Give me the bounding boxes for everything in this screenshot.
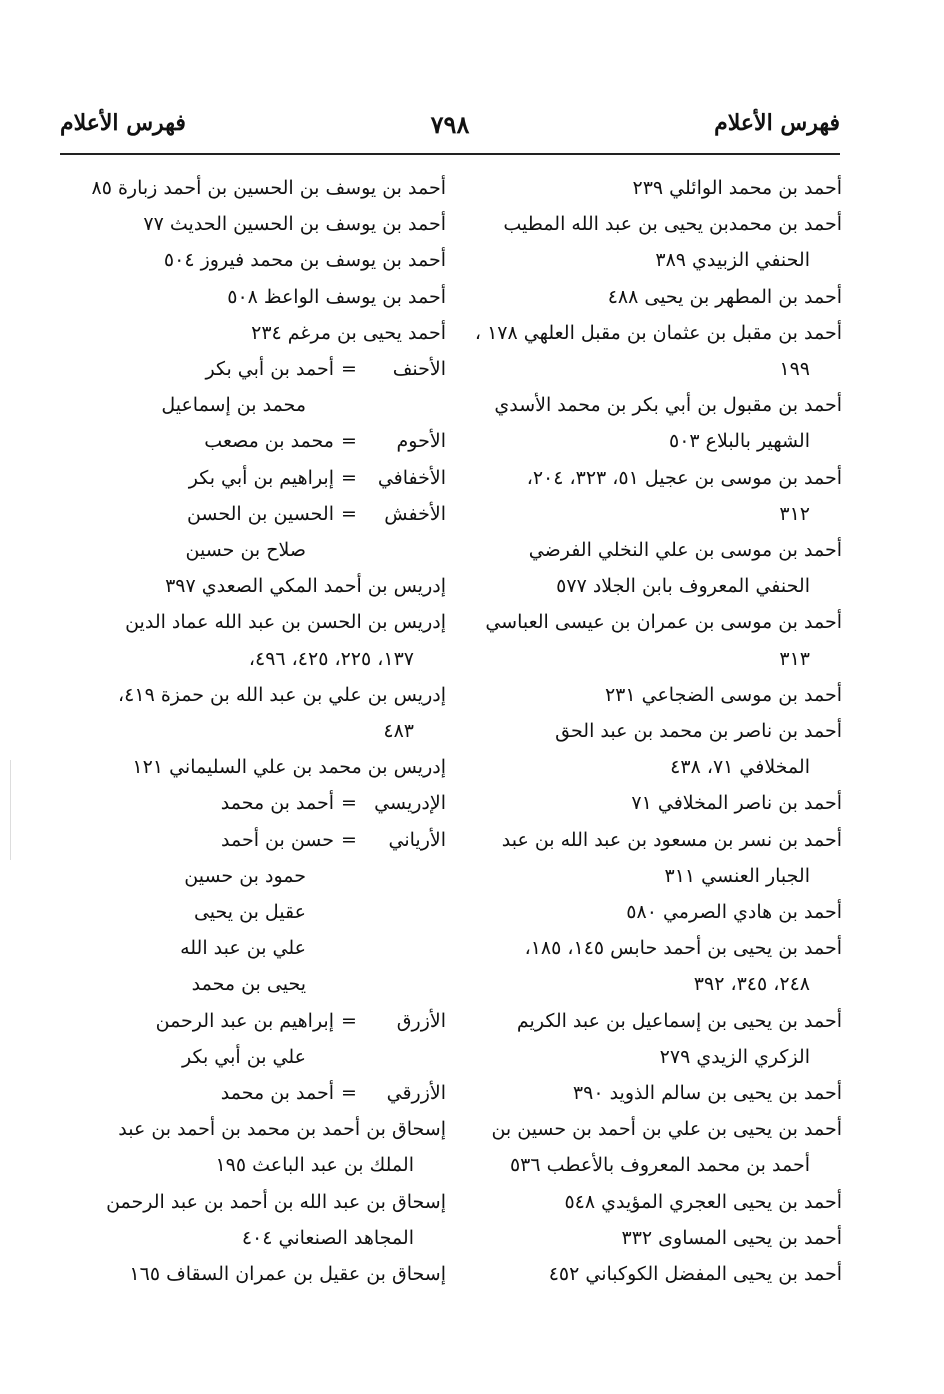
entry-text: أحمد بن يحيى بن إسماعيل بن عبد الكريم bbox=[516, 1009, 842, 1032]
alias-target: إبراهيم بن عبد الرحمن bbox=[155, 1009, 334, 1032]
equals-sign: = bbox=[341, 466, 357, 489]
entry-text: أحمد بن نسر بن مسعود بن عبد الله بن عبد bbox=[501, 828, 842, 851]
entry-text: أحمد بن مقبل بن عثمان بن مقبل العلهي ١٧٨ ، bbox=[474, 321, 842, 344]
alias-target: عقيل بن يحيى bbox=[193, 901, 306, 924]
index-entry bbox=[472, 206, 842, 278]
entry-text: أحمد بن المطهر بن يحيى ٤٨٨ bbox=[607, 285, 842, 308]
entry-continuation: ١٣٧، ٢٢٥، ٤٢٥، ٤٩٦، bbox=[248, 647, 414, 670]
index-entry bbox=[472, 170, 842, 206]
left-column bbox=[74, 170, 446, 1292]
alias-name: الأخفش bbox=[384, 502, 446, 525]
entry-text: أحمد بن يحيى المفضل الكوكباني ٤٥٢ bbox=[548, 1263, 842, 1286]
equals-sign: = bbox=[341, 502, 357, 525]
alias-name: الإدريسي bbox=[374, 792, 446, 815]
alias-target-line bbox=[74, 387, 446, 423]
entry-text: أحمد بن يحيى العجري المؤيدي ٥٤٨ bbox=[564, 1190, 842, 1213]
index-entry bbox=[74, 242, 446, 278]
index-entry bbox=[472, 532, 842, 604]
index-entry bbox=[472, 785, 842, 821]
equals-sign: = bbox=[341, 1082, 357, 1105]
index-entry bbox=[472, 713, 842, 785]
alias-target: محمد بن مصعب bbox=[204, 430, 334, 453]
alias-name: الأزرقي bbox=[386, 1082, 446, 1105]
alias-target-line bbox=[74, 858, 446, 894]
alias-target: علي بن أبي بكر bbox=[181, 1045, 306, 1068]
alias-target: الحسين بن الحسن bbox=[186, 502, 334, 525]
index-entry bbox=[472, 894, 842, 930]
index-entry bbox=[74, 315, 446, 351]
page-number: ٧٩٨ bbox=[430, 110, 470, 139]
index-entry bbox=[74, 568, 446, 604]
index-entry bbox=[472, 315, 842, 387]
entry-continuation: الشهير بالبلاع ٥٠٣ bbox=[669, 430, 810, 453]
alias-entry bbox=[74, 351, 446, 387]
entry-continuation: ٣١٣ bbox=[779, 647, 810, 670]
index-entry bbox=[74, 1256, 446, 1292]
entry-continuation: ٤٨٣ bbox=[383, 720, 414, 743]
entry-continuation: المجاهد الصنعاني ٤٠٤ bbox=[241, 1226, 414, 1249]
alias-target: حمود بن حسين bbox=[184, 864, 306, 887]
entry-continuation: أحمد بن محمد المعروف بالأعطب ٥٣٦ bbox=[509, 1154, 810, 1177]
header-rule bbox=[60, 153, 840, 155]
entry-text: أحمد بن يحيى بن سالم الذويد ٣٩٠ bbox=[572, 1082, 842, 1105]
entry-continuation: الحنفي المعروف بابن الجلاد ٥٧٧ bbox=[556, 575, 810, 598]
index-entry bbox=[74, 1111, 446, 1183]
alias-target: يحيى بن محمد bbox=[191, 973, 306, 996]
alias-target-line bbox=[74, 966, 446, 1002]
scan-edge-mark bbox=[10, 760, 11, 860]
index-entry bbox=[472, 822, 842, 894]
alias-name: الأزرق bbox=[396, 1009, 446, 1032]
alias-name: الأرياني bbox=[388, 828, 446, 851]
index-entry bbox=[472, 1220, 842, 1256]
entry-text: إدريس بن علي بن عبد الله بن حمزة ٤١٩، bbox=[118, 683, 446, 706]
index-entry bbox=[472, 1111, 842, 1183]
alias-entry bbox=[74, 1075, 446, 1111]
entry-text: أحمد بن ناصر المخلافي ٧١ bbox=[631, 792, 842, 815]
alias-target: أحمد بن محمد bbox=[220, 1082, 334, 1105]
entry-text: أحمد بن موسى الضجاعي ٢٣١ bbox=[604, 683, 842, 706]
entry-text: إدريس بن الحسن بن عبد الله عماد الدين bbox=[125, 611, 446, 634]
index-entry bbox=[74, 749, 446, 785]
alias-name: الأحوم bbox=[396, 430, 446, 453]
index-entry bbox=[74, 206, 446, 242]
entry-text: أحمد بن يوسف بن الحسين بن أحمد زبارة ٨٥ bbox=[91, 177, 446, 199]
alias-name: الأخفافي bbox=[377, 466, 446, 489]
alias-entry bbox=[74, 785, 446, 821]
equals-sign: = bbox=[341, 1009, 357, 1032]
entry-text: أحمد يحيى بن مرغم ٢٣٤ bbox=[251, 321, 446, 344]
page-header bbox=[60, 110, 840, 150]
entry-text: أحمد بن موسى بن علي النخلي الفرضي bbox=[528, 539, 842, 562]
entry-text: إسحاق بن عقيل بن عمران السقاف ١٦٥ bbox=[129, 1263, 446, 1286]
index-entry bbox=[74, 1184, 446, 1256]
index-entry bbox=[472, 1184, 842, 1220]
index-entry bbox=[472, 1003, 842, 1075]
alias-target-line bbox=[74, 894, 446, 930]
entry-text: أحمد بن محمد الوائلي ٢٣٩ bbox=[632, 177, 842, 199]
entry-continuation: ٣١٢ bbox=[779, 502, 810, 525]
entry-text: أحمد بن موسى بن عمران بن عيسى العباسي bbox=[485, 611, 842, 634]
entry-text: أحمد بن ناصر بن محمد بن عبد الحق bbox=[555, 720, 842, 743]
alias-entry bbox=[74, 423, 446, 459]
equals-sign: = bbox=[341, 358, 357, 381]
alias-entry bbox=[74, 460, 446, 496]
entry-text: أحمد بن يحيى المساوى ٣٣٢ bbox=[621, 1226, 842, 1249]
alias-target-line bbox=[74, 1039, 446, 1075]
entry-text: أحمد بن هادي الصرمي ٥٨٠ bbox=[626, 901, 842, 924]
alias-target: صلاح بن حسين bbox=[185, 539, 306, 562]
entry-text: أحمد بن يوسف الواعظ ٥٠٨ bbox=[227, 285, 446, 308]
running-title-left: فهرس الأعلام bbox=[60, 110, 186, 136]
entry-continuation: الحنفي الزبيدي ٣٨٩ bbox=[655, 249, 810, 272]
alias-target: إبراهيم بن أبي بكر bbox=[188, 466, 334, 489]
entry-text: أحمد بن موسى بن عجيل ٥١، ٣٢٣، ٢٠٤، bbox=[526, 466, 842, 489]
index-entry bbox=[472, 930, 842, 1002]
index-entry bbox=[472, 387, 842, 459]
index-entry bbox=[472, 460, 842, 532]
index-entry bbox=[74, 279, 446, 315]
equals-sign: = bbox=[341, 828, 357, 851]
equals-sign: = bbox=[341, 792, 357, 815]
entry-text: إدريس بن أحمد المكي الصعدي ٣٩٧ bbox=[165, 575, 446, 598]
entry-continuation: الزكري الزيدي ٢٧٩ bbox=[659, 1045, 810, 1068]
entry-continuation: ٢٤٨، ٣٤٥، ٣٩٢ bbox=[693, 973, 810, 996]
index-entry bbox=[472, 279, 842, 315]
entry-text: إسحاق بن أحمد بن محمد بن أحمد بن عبد bbox=[118, 1118, 446, 1141]
index-entry bbox=[472, 1256, 842, 1292]
entry-continuation: الملك بن عبد الباعث ١٩٥ bbox=[215, 1154, 414, 1177]
alias-entry bbox=[74, 822, 446, 858]
index-entry bbox=[74, 677, 446, 749]
entry-continuation: ١٩٩ bbox=[779, 358, 810, 381]
equals-sign: = bbox=[341, 430, 357, 453]
index-entry bbox=[472, 604, 842, 676]
index-entry bbox=[74, 604, 446, 676]
alias-entry bbox=[74, 496, 446, 532]
alias-target: أحمد بن محمد bbox=[220, 792, 334, 815]
index-entry bbox=[472, 677, 842, 713]
alias-entry bbox=[74, 1003, 446, 1039]
alias-target: محمد بن إسماعيل bbox=[161, 394, 306, 417]
entry-text: أحمد بن يوسف بن محمد فيروز ٥٠٤ bbox=[163, 249, 446, 272]
alias-target: أحمد بن أبي بكر bbox=[205, 358, 334, 381]
entry-text: أحمد بن يحيى بن أحمد حابس ١٤٥، ١٨٥، bbox=[524, 937, 842, 960]
entry-text: إسحاق بن عبد الله بن أحمد بن عبد الرحمن bbox=[106, 1190, 446, 1213]
right-column bbox=[472, 170, 842, 1292]
entry-text: أحمد بن مقبول بن أبي بكر بن محمد الأسدي bbox=[494, 394, 842, 417]
index-entry bbox=[74, 170, 446, 206]
alias-target: علي بن عبد الله bbox=[180, 937, 306, 960]
running-title-right: فهرس الأعلام bbox=[714, 110, 840, 136]
entry-text: أحمد بن يحيى بن علي بن أحمد بن حسين بن bbox=[491, 1118, 842, 1141]
alias-target: حسن بن أحمد bbox=[221, 828, 334, 851]
index-entry bbox=[472, 1075, 842, 1111]
entry-continuation: الجبار العنسي ٣١١ bbox=[664, 864, 810, 887]
alias-target-line bbox=[74, 930, 446, 966]
entry-continuation: المخلافي ٧١، ٤٣٨ bbox=[670, 756, 810, 779]
entry-text: أحمد بن محمدبن يحيى بن عبد الله المطيب bbox=[503, 213, 842, 236]
alias-target-line bbox=[74, 532, 446, 568]
entry-text: إدريس بن محمد بن علي السليماني ١٢١ bbox=[132, 756, 446, 779]
alias-name: الأحنف bbox=[392, 358, 446, 381]
entry-text: أحمد بن يوسف بن الحسين الحديث ٧٧ bbox=[143, 213, 446, 236]
